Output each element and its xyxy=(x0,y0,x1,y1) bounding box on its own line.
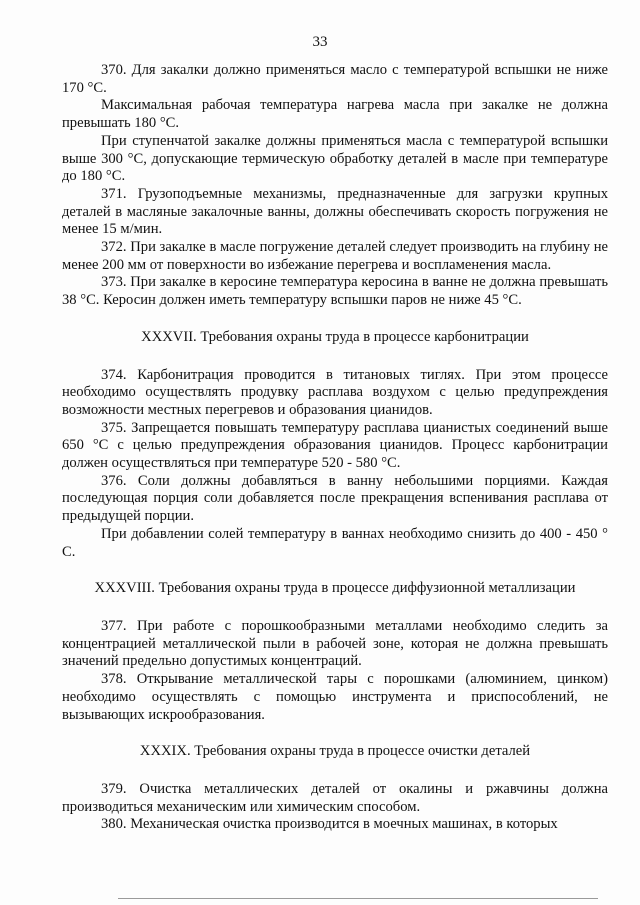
spacer xyxy=(62,724,608,743)
paragraph-377: 377. При работе с порошкообразными металлами необходимо следить за концентрацией металлической пыли в рабочей зоне, которая не должна превышать значений предельно допустимых концентраций. xyxy=(62,617,608,670)
paragraph-373: 373. При закалке в керосине температура керосина в ванне не должна превышать 38 °С. Керосин должен иметь температуру вспышки паров не ниже 45 °С. xyxy=(62,274,608,309)
spacer xyxy=(62,598,608,618)
paragraph-378: 378. Открывание металлической тары с порошками (алюминием, цинком) необходимо осуществлять с помощью инструмента и приспособлений, не вызывающих искрообразования. xyxy=(62,671,608,723)
paragraph-380: 380. Механическая очистка производится в моечных машинах, в которых xyxy=(101,816,558,833)
paragraph-370: 370. Для закалки должно применяться масло с температурой вспышки не ниже 170 °С. xyxy=(62,62,608,96)
page-bottom-edge xyxy=(118,898,598,899)
spacer xyxy=(62,761,608,781)
spacer xyxy=(62,561,608,580)
section-heading-xxxvii: XXXVII. Требования охраны труда в процессе карбонитрации xyxy=(141,328,529,345)
section-heading-xxxix: XXXIX. Требования охраны труда в процессе очистки деталей xyxy=(139,743,531,760)
paragraph-375: 375. Запрещается повышать температуру расплава цианистых соединений выше 650 °С с целью предупреждения образования цианидов. Процесс карбонитрации должен осуществляться при температуре 520 - 580 °С. xyxy=(62,419,608,472)
paragraph-376-salts: При добавлении солей температуру в ваннах необходимо снизить до 400 - 450 ° С. xyxy=(62,525,608,560)
paragraph-379: 379. Очистка металлических деталей от окалины и ржавчины должна производиться механическим или химическим способом. xyxy=(62,780,608,815)
spacer xyxy=(62,347,608,367)
spacer xyxy=(62,310,608,329)
paragraph-372: 372. При закалке в масле погружение деталей следует производить на глубину не менее 200 мм от поверхности во избежание перегрева и воспламенения масла. xyxy=(62,239,608,273)
paragraph-371: 371. Грузоподъемные механизмы, предназначенные для загрузки крупных деталей в масляные закалочные ванны, должны обеспечивать скорость погружения не менее 15 м/мин. xyxy=(62,185,608,238)
paragraph-370-step-quench: При ступенчатой закалке должны применяться масла с температурой вспышки выше 300 °С, допускающие термическую обработку деталей в масле при температуре до 180 °С. xyxy=(62,132,608,185)
section-heading-xxxviii: XXXVIII. Требования охраны труда в процессе диффузионной металлизации xyxy=(94,580,576,597)
paragraph-370-max-temp: Максимальная рабочая температура нагрева масла при закалке не должна превышать 180 °С. xyxy=(62,97,608,132)
page-content xyxy=(62,62,608,834)
paragraph-376: 376. Соли должны добавляться в ванну небольшими порциями. Каждая последующая порция соли добавляется после прекращения вспенивания расплава от предыдущей порции. xyxy=(62,472,608,525)
paragraph-374: 374. Карбонитрация проводится в титановых тиглях. При этом процессе необходимо осуществлять продувку расплава воздухом с целью предупреждения возможности местных перегревов и образования цианидов. xyxy=(62,366,608,418)
page-number: 33 xyxy=(312,34,328,50)
